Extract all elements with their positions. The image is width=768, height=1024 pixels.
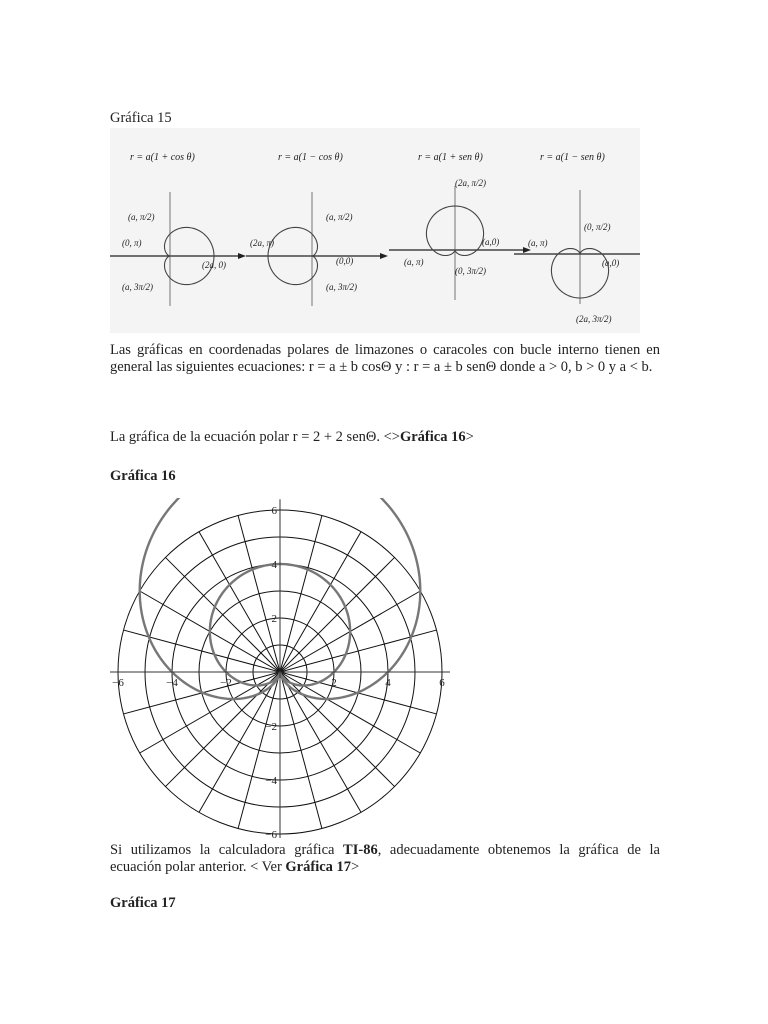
panel-4-label: (a,0) bbox=[602, 258, 620, 268]
x-tick-label: −2 bbox=[220, 677, 232, 689]
panel-3-equation: r = a(1 + sen θ) bbox=[418, 152, 483, 163]
panel-4-label: (0, π/2) bbox=[584, 222, 611, 232]
grid-ray bbox=[199, 672, 280, 812]
panel-3-label: (2a, π/2) bbox=[455, 178, 487, 188]
y-tick-label: 4 bbox=[271, 559, 277, 571]
x-tick-label: 6 bbox=[439, 677, 445, 689]
link-grafica-17[interactable]: Gráfica 17 bbox=[285, 859, 352, 875]
grid-ray bbox=[280, 532, 361, 672]
heading-grafica-15: Gráfica 15 bbox=[110, 110, 172, 126]
panel-2-label: (a, 3π/2) bbox=[326, 282, 358, 292]
panel-4-label: (a, π) bbox=[528, 238, 548, 248]
panel-3-label: (a,0) bbox=[482, 237, 500, 247]
heading-grafica-17: Gráfica 17 bbox=[110, 895, 176, 911]
grid-ray bbox=[140, 672, 280, 753]
grid-ray bbox=[199, 532, 280, 672]
paragraph-ecuacion-polar bbox=[110, 429, 660, 446]
grid-ray bbox=[280, 672, 420, 753]
x-tick-label: 2 bbox=[331, 677, 337, 689]
panel-2-equation: r = a(1 − cos θ) bbox=[278, 152, 343, 163]
panel-2-label: (a, π/2) bbox=[326, 212, 353, 222]
y-tick-label: −6 bbox=[265, 829, 277, 838]
calculator-name: TI-86 bbox=[343, 842, 378, 858]
para3-tail: > bbox=[351, 859, 360, 875]
grid-ray bbox=[280, 672, 361, 812]
x-tick-label: 4 bbox=[385, 677, 391, 689]
grid-ray bbox=[165, 557, 280, 672]
panel-1-label: (a, 3π/2) bbox=[122, 282, 154, 292]
panel-2-label: (2a, π) bbox=[250, 238, 275, 248]
y-tick-label: −2 bbox=[265, 721, 277, 733]
polar-chart-grafica-16 bbox=[110, 498, 450, 838]
paragraph-limazones: Las gráficas en coordenadas polares de limazones o caracoles con bucle interno tienen en general las siguientes ecuaciones: r = a ± b cosΘ y : r = a ± b senΘ donde a > 0, b > 0 y a < b. bbox=[110, 342, 660, 375]
panel-1-label: (0, π) bbox=[122, 238, 142, 248]
grid-ray bbox=[165, 672, 280, 787]
para3-mid: , adecuadamente obtenemos la gráfica de la ecuación polar anterior. < Ver bbox=[110, 842, 660, 875]
panel-3-label: (a, π) bbox=[404, 257, 424, 267]
x-tick-label: −6 bbox=[112, 677, 124, 689]
para2-tail: > bbox=[465, 429, 474, 445]
para2-text: La gráfica de la ecuación polar r = 2 + 2 senΘ. <> bbox=[110, 429, 400, 445]
heading-grafica-16: Gráfica 16 bbox=[110, 468, 176, 484]
grid-ray bbox=[280, 557, 395, 672]
y-tick-label: 2 bbox=[271, 613, 277, 625]
panel-1-label: (a, π/2) bbox=[128, 212, 155, 222]
panel-4-equation: r = a(1 − sen θ) bbox=[540, 152, 605, 163]
figure-grafica-15 bbox=[110, 128, 640, 333]
panel-1-label: (2a, 0) bbox=[202, 260, 226, 270]
panel-2-label: (0,0) bbox=[336, 256, 354, 266]
y-tick-label: −4 bbox=[265, 775, 277, 787]
paragraph-ti86 bbox=[110, 842, 660, 876]
y-tick-label: 6 bbox=[271, 505, 277, 517]
link-grafica-16[interactable]: Gráfica 16 bbox=[399, 429, 466, 445]
panel-1-equation: r = a(1 + cos θ) bbox=[130, 152, 195, 163]
panel-4-label: (2a, 3π/2) bbox=[576, 314, 612, 324]
grid-ray bbox=[280, 672, 395, 787]
panel-3-label: (0, 3π/2) bbox=[455, 266, 487, 276]
para3-pre: Si utilizamos la calculadora gráfica bbox=[110, 842, 344, 858]
x-tick-label: −4 bbox=[166, 677, 178, 689]
